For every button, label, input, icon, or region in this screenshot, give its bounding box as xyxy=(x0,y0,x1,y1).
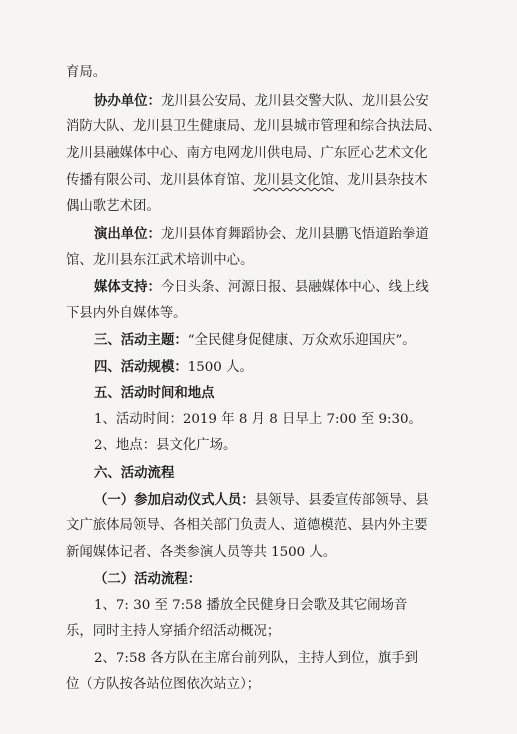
participants-label: （一）参加启动仪式人员： xyxy=(94,492,255,508)
text-line: 新闻媒体记者、各类参演人员等共 1500 人。 xyxy=(66,545,337,560)
text-line: 乐，同时主持人穿插介绍活动概况； xyxy=(66,624,281,639)
text-line: 龙川县融媒体中心、南方电网龙川供电局、广东匠心艺术文化 xyxy=(66,146,428,161)
text-line: 育局。 xyxy=(66,65,107,80)
text-line: 位（方队按各站位图依次站立）； xyxy=(66,677,261,692)
text-line: 1、7: 30 至 7:58 播放全民健身日会歌及其它闹场音 xyxy=(94,598,408,613)
text-line-performers: 演出单位：龙川县体育舞蹈协会、龙川县鹏飞悟道跆拳道 xyxy=(94,226,429,242)
text-line-coorganizers: 协办单位：龙川县公安局、龙川县交警大队、龙川县公安 xyxy=(94,93,429,109)
text-line-participants: （一）参加启动仪式人员：县领导、县委宣传部领导、县 xyxy=(94,492,429,508)
subsection-heading-process: （二）活动流程： xyxy=(94,571,202,587)
text-line: 偶山歌艺术团。 xyxy=(66,199,160,214)
text-line: 下县内外自媒体等。 xyxy=(66,306,187,321)
text-line: 消防大队、龙川县卫生健康局、龙川县城市管理和综合执法局、 xyxy=(66,119,441,134)
section-heading-time-place: 五、活动时间和地点 xyxy=(94,385,215,401)
text-line: 文广旅体局领导、各相关部门负责人、道德模范、县内外主要 xyxy=(66,518,428,533)
media-label: 媒体支持： xyxy=(94,279,161,295)
section-heading-process: 六、活动流程 xyxy=(94,465,175,481)
section-scale: 四、活动规模：1500 人。 xyxy=(94,359,253,375)
theme-label: 三、活动主题： xyxy=(94,332,188,348)
text-line: 传播有限公司、龙川县体育馆、龙川县文化馆、龙川县杂技木 xyxy=(66,173,428,188)
text-line: 1、活动时间：2019 年 8 月 8 日早上 7:00 至 9:30。 xyxy=(94,412,422,427)
text-line: 2、7:58 各方队在主席台前列队，主持人到位，旗手到 xyxy=(94,651,419,666)
section-theme: 三、活动主题：“全民健身促健康、万众欢乐迎国庆”。 xyxy=(94,332,416,348)
text-line: 2、地点：县文化广场。 xyxy=(94,438,237,453)
text-line-media: 媒体支持：今日头条、河源日报、县融媒体中心、线上线 xyxy=(94,279,429,295)
text-line: 馆、龙川县东江武术培训中心。 xyxy=(66,253,254,268)
performers-label: 演出单位： xyxy=(94,226,161,242)
scale-label: 四、活动规模： xyxy=(94,359,188,375)
wavy-underlined-text: 龙川县文化馆 xyxy=(253,173,334,188)
coorganizers-label: 协办单位： xyxy=(94,93,161,109)
